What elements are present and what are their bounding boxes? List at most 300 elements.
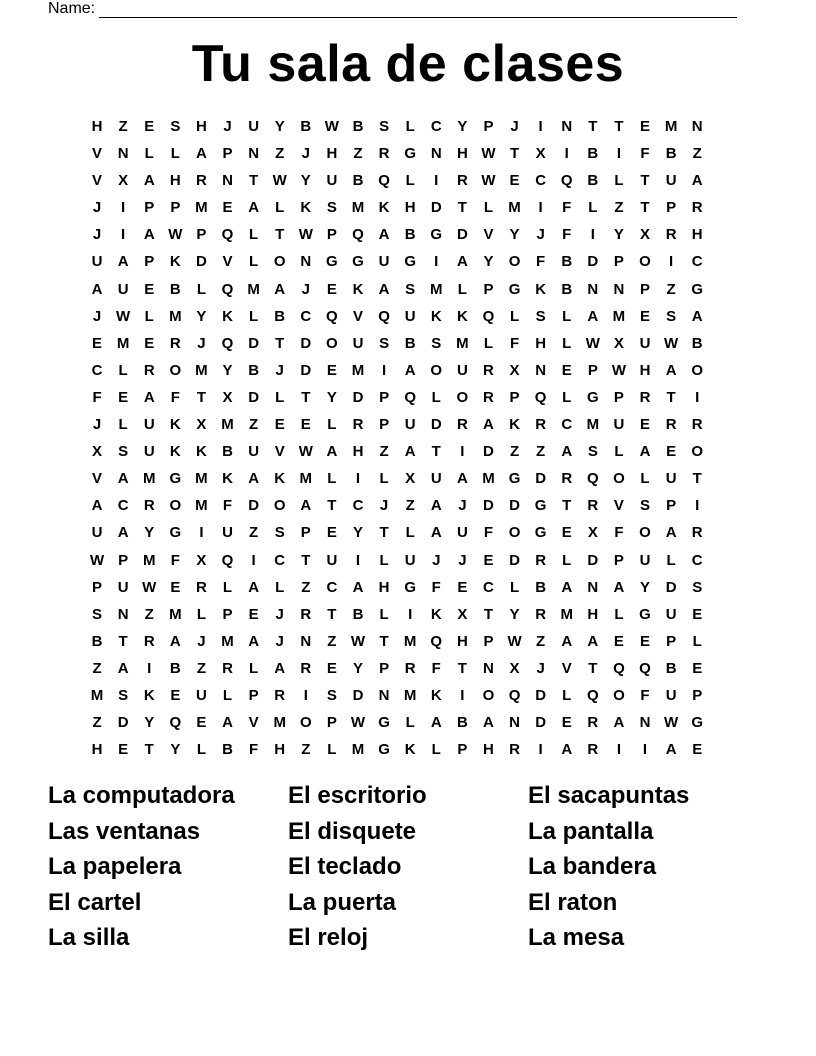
grid-letter: B bbox=[169, 280, 181, 298]
grid-letter: A bbox=[117, 659, 129, 677]
grid-letter: W bbox=[298, 443, 313, 461]
grid-letter: L bbox=[275, 578, 285, 596]
grid-letter: V bbox=[92, 145, 103, 163]
grid-letter: A bbox=[665, 524, 677, 542]
grid-letter: K bbox=[169, 443, 181, 461]
grid-letter: L bbox=[170, 145, 180, 163]
grid-letter: U bbox=[613, 416, 625, 434]
grid-letter: G bbox=[534, 497, 547, 515]
grid-letter: L bbox=[379, 551, 389, 569]
grid-letter: X bbox=[640, 226, 651, 244]
grid-letter: G bbox=[586, 388, 599, 406]
grid-letter: P bbox=[666, 497, 677, 515]
grid-letter: O bbox=[508, 524, 521, 542]
grid-letter: B bbox=[561, 253, 573, 271]
grid-letter: H bbox=[691, 226, 703, 244]
grid-letter: P bbox=[144, 199, 155, 217]
grid-letter: H bbox=[639, 361, 651, 379]
grid-letter: Y bbox=[300, 172, 311, 190]
grid-letter: L bbox=[249, 659, 259, 677]
grid-row bbox=[84, 167, 744, 194]
grid-letter: N bbox=[222, 172, 233, 190]
grid-letter: D bbox=[248, 388, 260, 406]
grid-letter: Y bbox=[144, 714, 155, 732]
grid-letter: X bbox=[222, 388, 233, 406]
grid-letter: W bbox=[481, 172, 496, 190]
grid-letter: F bbox=[562, 226, 572, 244]
grid-letter: P bbox=[170, 199, 181, 217]
grid-row bbox=[84, 574, 744, 601]
grid-letter: M bbox=[403, 686, 417, 704]
grid-row bbox=[84, 357, 744, 384]
grid-letter: L bbox=[457, 280, 467, 298]
grid-letter: L bbox=[327, 470, 337, 488]
grid-letter: A bbox=[300, 497, 312, 515]
grid-letter: J bbox=[197, 632, 206, 650]
grid-letter: A bbox=[143, 388, 155, 406]
grid-letter: S bbox=[118, 686, 129, 704]
grid-letter: I bbox=[460, 686, 465, 704]
grid-letter: P bbox=[144, 253, 155, 271]
grid-letter: M bbox=[351, 741, 365, 759]
grid-letter: A bbox=[430, 524, 442, 542]
grid-letter: E bbox=[483, 551, 494, 569]
grid-letter: L bbox=[379, 470, 389, 488]
grid-letter: D bbox=[430, 199, 442, 217]
grid-row bbox=[84, 601, 744, 628]
grid-letter: T bbox=[457, 659, 467, 677]
word-list-item: La papelera bbox=[48, 853, 182, 880]
grid-letter: L bbox=[692, 632, 702, 650]
grid-letter: T bbox=[144, 741, 154, 759]
grid-letter: S bbox=[274, 524, 285, 542]
grid-letter: P bbox=[379, 659, 390, 677]
grid-letter: W bbox=[350, 714, 366, 732]
grid-letter: N bbox=[613, 280, 625, 298]
grid-letter: L bbox=[431, 741, 441, 759]
grid-row bbox=[84, 438, 744, 465]
grid-letter: I bbox=[538, 741, 543, 759]
grid-letter: H bbox=[378, 578, 390, 596]
grid-letter: A bbox=[169, 632, 181, 650]
grid-letter: U bbox=[352, 334, 364, 352]
grid-letter: H bbox=[326, 145, 338, 163]
grid-row bbox=[84, 384, 744, 411]
grid-letter: F bbox=[614, 524, 624, 542]
grid-letter: C bbox=[91, 361, 103, 379]
grid-letter: A bbox=[483, 416, 494, 434]
grid-letter: E bbox=[144, 334, 155, 352]
grid-letter: H bbox=[456, 632, 468, 650]
grid-row bbox=[84, 465, 744, 492]
grid-letter: P bbox=[222, 605, 233, 623]
grid-letter: Q bbox=[508, 686, 521, 704]
grid-letter: W bbox=[324, 118, 339, 135]
grid-letter: I bbox=[408, 605, 413, 623]
grid-letter: Z bbox=[666, 280, 676, 298]
grid-letter: A bbox=[91, 280, 103, 298]
grid-letter: I bbox=[381, 361, 387, 379]
grid-letter: B bbox=[561, 280, 573, 298]
grid-letter: J bbox=[301, 145, 310, 163]
grid-letter: F bbox=[562, 199, 572, 217]
word-list-item: El raton bbox=[528, 888, 618, 916]
grid-letter: P bbox=[222, 145, 233, 163]
grid-letter: A bbox=[248, 199, 260, 217]
grid-letter: R bbox=[587, 741, 599, 759]
grid-letter: B bbox=[222, 443, 233, 461]
grid-letter: E bbox=[509, 172, 520, 190]
grid-letter: X bbox=[509, 659, 520, 677]
grid-letter: M bbox=[169, 307, 182, 325]
grid-letter: D bbox=[352, 388, 364, 406]
grid-letter: J bbox=[197, 334, 206, 352]
grid-letter: D bbox=[535, 686, 547, 704]
grid-letter: E bbox=[692, 741, 703, 759]
grid-letter: L bbox=[405, 118, 415, 135]
grid-letter: Z bbox=[327, 632, 337, 650]
grid-letter: T bbox=[509, 145, 520, 163]
grid-letter: M bbox=[195, 361, 208, 379]
grid-letter: R bbox=[196, 578, 207, 596]
grid-letter: A bbox=[483, 714, 494, 732]
grid-letter: Z bbox=[614, 199, 624, 217]
word-list-item: Las ventanas bbox=[48, 817, 201, 845]
grid-letter: Y bbox=[274, 118, 285, 135]
grid-letter: X bbox=[587, 524, 598, 542]
grid-letter: Y bbox=[170, 741, 181, 759]
grid-letter: I bbox=[616, 741, 621, 759]
grid-letter: P bbox=[300, 524, 311, 542]
grid-letter: M bbox=[430, 280, 443, 298]
grid-letter: M bbox=[247, 280, 260, 298]
grid-letter: E bbox=[640, 416, 651, 434]
grid-letter: J bbox=[275, 605, 284, 623]
grid-letter: M bbox=[456, 334, 469, 352]
grid-letter: I bbox=[538, 199, 543, 217]
grid-letter: T bbox=[118, 632, 128, 650]
grid-letter: L bbox=[614, 605, 624, 623]
grid-letter: F bbox=[92, 388, 102, 406]
grid-letter: U bbox=[665, 172, 677, 190]
grid-letter: K bbox=[196, 443, 207, 461]
grid-letter: G bbox=[352, 253, 364, 271]
grid-letter: E bbox=[326, 659, 337, 677]
grid-letter: N bbox=[535, 361, 547, 379]
grid-letter: M bbox=[482, 470, 495, 488]
grid-letter: D bbox=[587, 253, 599, 271]
grid-letter: R bbox=[143, 632, 155, 650]
grid-letter: W bbox=[350, 632, 366, 650]
grid-letter: O bbox=[169, 361, 182, 379]
grid-letter: E bbox=[666, 443, 677, 461]
grid-letter: T bbox=[275, 334, 285, 352]
grid-letter: R bbox=[300, 605, 312, 623]
grid-letter: U bbox=[456, 361, 468, 379]
grid-letter: I bbox=[695, 497, 700, 515]
grid-letter: V bbox=[352, 307, 363, 325]
grid-letter: F bbox=[640, 686, 650, 704]
grid-letter: E bbox=[561, 714, 572, 732]
grid-letter: F bbox=[170, 551, 180, 569]
grid-letter: C bbox=[300, 307, 312, 325]
grid-letter: D bbox=[300, 361, 312, 379]
grid-letter: T bbox=[275, 226, 285, 244]
grid-letter: Y bbox=[222, 361, 233, 379]
grid-row bbox=[84, 709, 744, 736]
grid-letter: L bbox=[562, 551, 572, 569]
grid-letter: R bbox=[404, 659, 416, 677]
grid-letter: P bbox=[666, 632, 677, 650]
grid-letter: M bbox=[664, 118, 678, 135]
grid-letter: D bbox=[248, 334, 260, 352]
grid-letter: A bbox=[587, 307, 599, 325]
grid-letter: A bbox=[274, 659, 286, 677]
grid-letter: B bbox=[587, 145, 599, 163]
grid-row bbox=[84, 113, 744, 140]
grid-letter: U bbox=[430, 470, 442, 488]
grid-letter: P bbox=[613, 388, 624, 406]
grid-letter: G bbox=[691, 714, 704, 732]
grid-letter: Y bbox=[352, 524, 363, 542]
grid-letter: R bbox=[274, 686, 286, 704]
grid-letter: M bbox=[195, 497, 208, 515]
grid-letter: P bbox=[483, 280, 494, 298]
grid-letter: M bbox=[142, 470, 156, 488]
grid-letter: A bbox=[378, 226, 390, 244]
grid-letter: R bbox=[535, 416, 547, 434]
grid-letter: Q bbox=[352, 226, 364, 244]
grid-letter: A bbox=[587, 632, 599, 650]
grid-letter: U bbox=[196, 686, 207, 704]
grid-letter: R bbox=[561, 470, 573, 488]
grid-letter: Q bbox=[430, 632, 443, 650]
grid-letter: G bbox=[639, 605, 651, 623]
grid-letter: M bbox=[273, 714, 286, 732]
grid-letter: E bbox=[274, 416, 285, 434]
grid-letter: Y bbox=[326, 388, 337, 406]
grid-letter: L bbox=[222, 686, 233, 704]
grid-letter: L bbox=[614, 443, 624, 461]
grid-letter: U bbox=[117, 578, 129, 596]
grid-letter: X bbox=[196, 416, 207, 434]
grid-letter: U bbox=[117, 280, 129, 298]
grid-letter: D bbox=[248, 497, 260, 515]
grid-letter: W bbox=[142, 578, 157, 596]
grid-letter: O bbox=[482, 686, 495, 704]
grid-letter: E bbox=[248, 605, 259, 623]
grid-letter: S bbox=[535, 307, 546, 325]
grid-letter: R bbox=[222, 659, 233, 677]
grid-letter: B bbox=[352, 118, 364, 135]
grid-letter: U bbox=[326, 551, 338, 569]
grid-letter: M bbox=[221, 632, 234, 650]
grid-letter: Q bbox=[613, 659, 625, 677]
grid-letter: E bbox=[144, 118, 155, 135]
grid-letter: G bbox=[378, 714, 390, 732]
grid-letter: Q bbox=[586, 686, 599, 704]
grid-letter: A bbox=[117, 470, 129, 488]
grid-letter: U bbox=[248, 118, 260, 135]
grid-letter: V bbox=[483, 226, 494, 244]
grid-letter: J bbox=[432, 551, 441, 569]
grid-letter: I bbox=[355, 551, 361, 569]
grid-letter: M bbox=[142, 551, 156, 569]
grid-letter: S bbox=[640, 497, 651, 515]
grid-letter: R bbox=[352, 416, 364, 434]
grid-letter: A bbox=[143, 172, 155, 190]
grid-letter: T bbox=[379, 632, 389, 650]
grid-letter: K bbox=[535, 280, 547, 298]
grid-letter: X bbox=[535, 145, 546, 163]
grid-letter: F bbox=[536, 253, 546, 271]
grid-letter: T bbox=[327, 605, 337, 623]
grid-letter: J bbox=[458, 551, 467, 569]
grid-letter: U bbox=[326, 172, 338, 190]
grid-letter: R bbox=[509, 741, 520, 759]
grid-letter: Z bbox=[509, 443, 520, 461]
grid-letter: E bbox=[692, 659, 703, 677]
grid-letter: D bbox=[587, 551, 599, 569]
grid-letter: C bbox=[430, 118, 442, 135]
grid-row bbox=[84, 655, 744, 682]
grid-letter: K bbox=[404, 741, 416, 759]
grid-letter: I bbox=[121, 199, 126, 217]
grid-letter: Z bbox=[92, 714, 102, 732]
grid-letter: E bbox=[118, 741, 129, 759]
grid-letter: L bbox=[405, 714, 415, 732]
grid-letter: L bbox=[196, 280, 206, 298]
grid-letter: V bbox=[222, 253, 233, 271]
grid-letter: A bbox=[561, 578, 573, 596]
grid-letter: U bbox=[639, 551, 651, 569]
grid-letter: R bbox=[143, 361, 155, 379]
grid-letter: F bbox=[483, 524, 494, 542]
grid-letter: N bbox=[430, 145, 442, 163]
grid-letter: W bbox=[664, 334, 679, 352]
grid-letter: Z bbox=[353, 145, 363, 163]
grid-letter: F bbox=[222, 497, 233, 515]
name-field bbox=[48, 0, 737, 18]
grid-letter: B bbox=[352, 605, 364, 623]
grid-letter: J bbox=[92, 307, 102, 325]
grid-letter: Q bbox=[221, 334, 234, 352]
grid-letter: A bbox=[430, 497, 442, 515]
grid-letter: G bbox=[169, 470, 182, 488]
grid-letter: Z bbox=[275, 145, 285, 163]
grid-letter: N bbox=[587, 578, 599, 596]
grid-letter: T bbox=[640, 172, 650, 190]
grid-letter: L bbox=[222, 578, 233, 596]
grid-letter: T bbox=[196, 388, 206, 406]
grid-letter: Y bbox=[509, 226, 520, 244]
grid-letter: P bbox=[509, 388, 520, 406]
grid-row bbox=[84, 736, 744, 763]
grid-letter: R bbox=[691, 524, 703, 542]
grid-letter: B bbox=[665, 659, 677, 677]
grid-letter: L bbox=[431, 388, 441, 406]
grid-letter: D bbox=[196, 253, 207, 271]
grid-letter: G bbox=[430, 226, 443, 244]
grid-letter: A bbox=[196, 145, 207, 163]
grid-letter: A bbox=[248, 470, 260, 488]
grid-letter: R bbox=[300, 659, 312, 677]
grid-letter: P bbox=[92, 578, 103, 596]
grid-letter: N bbox=[561, 118, 573, 135]
grid-letter: T bbox=[483, 605, 494, 623]
grid-letter: Y bbox=[144, 524, 155, 542]
grid-letter: L bbox=[196, 741, 206, 759]
grid-letter: K bbox=[378, 199, 390, 217]
grid-letter: A bbox=[91, 497, 103, 515]
grid-letter: A bbox=[456, 253, 468, 271]
grid-letter: Y bbox=[457, 118, 468, 135]
grid-letter: D bbox=[535, 714, 547, 732]
grid-letter: G bbox=[326, 253, 338, 271]
grid-letter: T bbox=[327, 497, 337, 515]
grid-letter: S bbox=[326, 686, 337, 704]
word-list-item: La silla bbox=[48, 924, 130, 951]
grid-letter: E bbox=[640, 118, 651, 135]
grid-letter: Z bbox=[536, 443, 546, 461]
grid-letter: A bbox=[248, 578, 260, 596]
grid-letter: L bbox=[562, 307, 572, 325]
grid-letter: N bbox=[691, 118, 703, 135]
grid-letter: R bbox=[665, 416, 677, 434]
grid-letter: M bbox=[169, 605, 182, 623]
grid-letter: K bbox=[143, 686, 155, 704]
grid-letter: J bbox=[223, 118, 232, 135]
grid-letter: L bbox=[118, 416, 128, 434]
grid-letter: T bbox=[640, 199, 650, 217]
grid-letter: E bbox=[613, 632, 624, 650]
grid-letter: E bbox=[561, 524, 572, 542]
grid-letter: E bbox=[196, 714, 207, 732]
grid-letter: H bbox=[535, 334, 547, 352]
grid-letter: W bbox=[481, 145, 496, 163]
grid-letter: R bbox=[169, 334, 181, 352]
grid-letter: R bbox=[456, 416, 468, 434]
grid-letter: R bbox=[196, 172, 207, 190]
grid-letter: I bbox=[147, 659, 152, 677]
grid-letter: L bbox=[483, 334, 494, 352]
word-list-item: La mesa bbox=[528, 924, 625, 951]
grid-letter: A bbox=[639, 443, 651, 461]
grid-letter: N bbox=[117, 145, 129, 163]
grid-letter: J bbox=[92, 226, 102, 244]
grid-letter: T bbox=[301, 551, 311, 569]
grid-letter: I bbox=[564, 145, 569, 163]
grid-letter: L bbox=[509, 307, 520, 325]
grid-letter: U bbox=[91, 524, 103, 542]
grid-letter: T bbox=[666, 388, 676, 406]
grid-letter: L bbox=[562, 686, 572, 704]
grid-letter: H bbox=[169, 172, 181, 190]
grid-letter: Q bbox=[221, 551, 234, 569]
grid-letter: A bbox=[430, 714, 442, 732]
grid-row bbox=[84, 194, 744, 221]
grid-letter: T bbox=[562, 497, 572, 515]
grid-letter: F bbox=[249, 741, 259, 759]
grid-letter: B bbox=[248, 361, 260, 379]
grid-letter: E bbox=[118, 388, 129, 406]
grid-letter: I bbox=[590, 226, 595, 244]
grid-letter: T bbox=[614, 118, 624, 135]
grid-letter: Z bbox=[196, 659, 206, 677]
grid-letter: A bbox=[117, 524, 129, 542]
grid-row bbox=[84, 276, 744, 303]
grid-letter: H bbox=[91, 118, 103, 135]
